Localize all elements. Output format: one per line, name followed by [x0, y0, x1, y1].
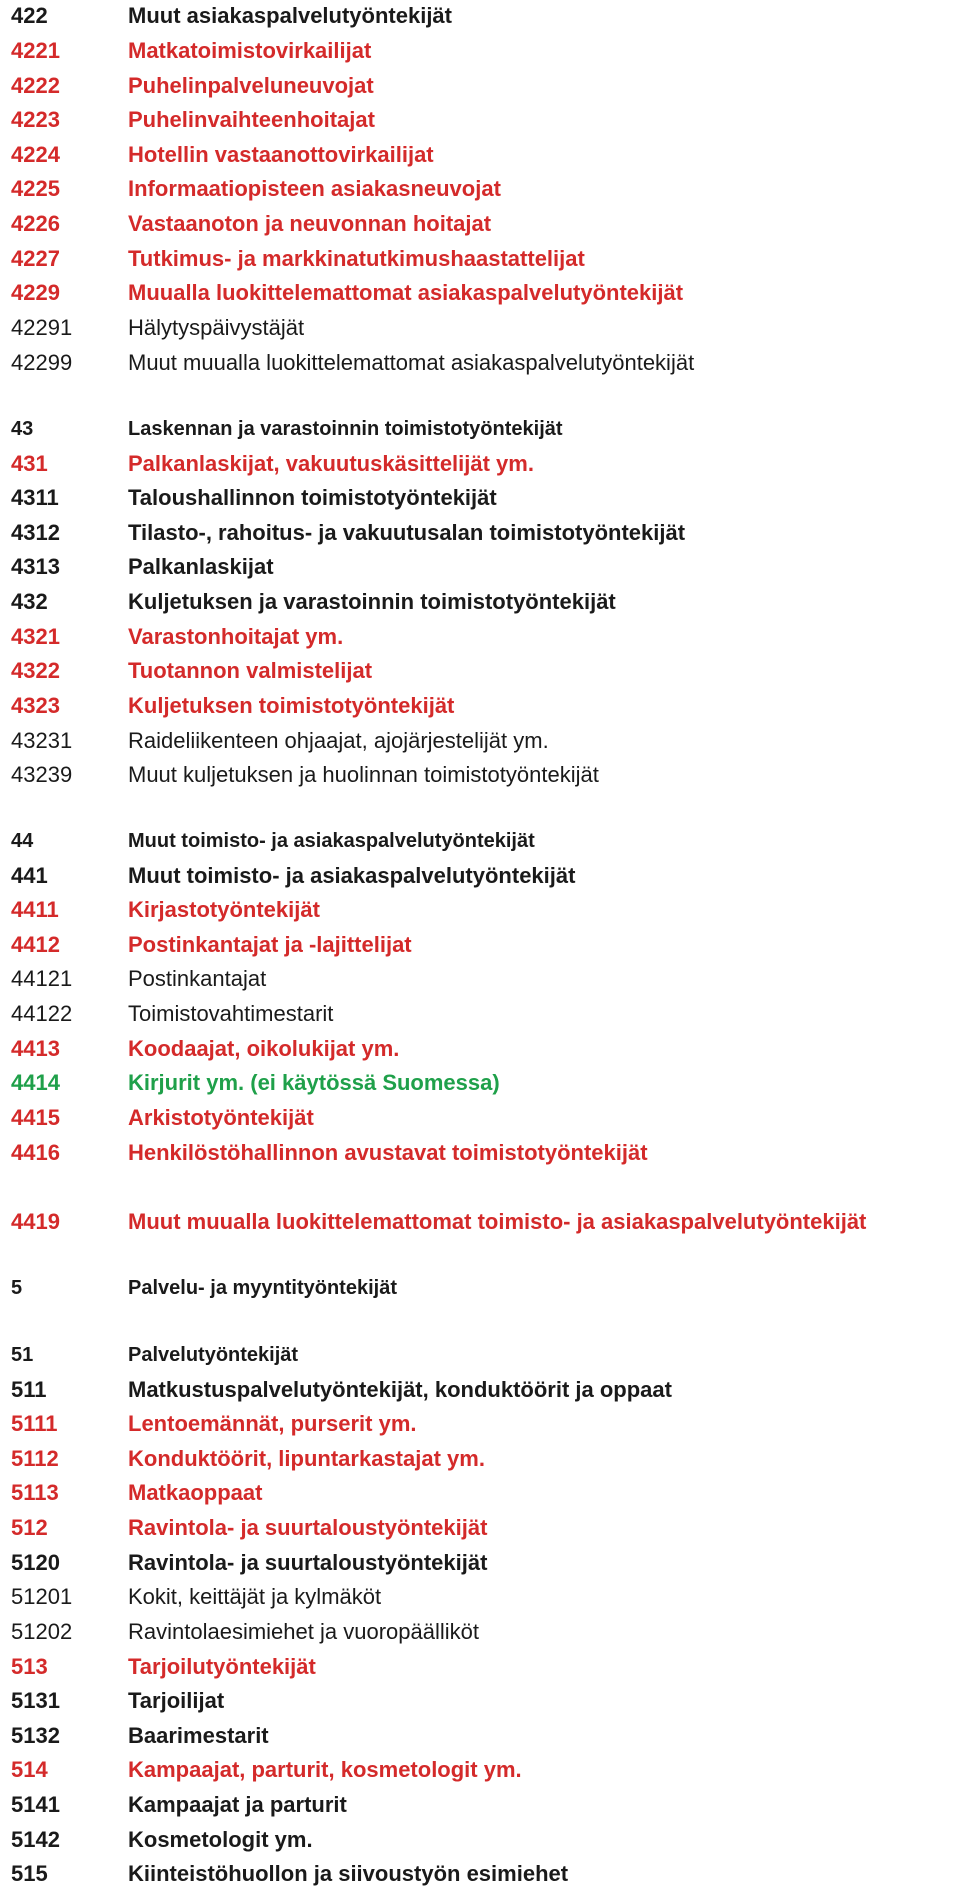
occupation-title: Muut kuljetuksen ja huolinnan toimistotyöntekijät [128, 762, 599, 787]
list-item [0, 824, 960, 858]
list-item [0, 1650, 960, 1684]
occupation-code: 44122 [11, 1001, 73, 1026]
occupation-title: Kokit, keittäjät ja kylmäköt [128, 1584, 382, 1609]
list-item [0, 758, 960, 792]
occupation-code: 4322 [11, 658, 60, 683]
occupation-title: Kuljetuksen ja varastoinnin toimistotyöntekijät [128, 589, 616, 614]
occupation-code: 511 [11, 1377, 47, 1402]
list-item [0, 1788, 960, 1822]
occupation-code: 5 [11, 1277, 23, 1299]
list-item [0, 1823, 960, 1857]
occupation-title: Baarimestarit [128, 1723, 269, 1748]
list-item [0, 311, 960, 345]
list-item [0, 172, 960, 206]
list-item [0, 724, 960, 758]
occupation-code: 5112 [11, 1446, 59, 1471]
list-item [0, 1442, 960, 1476]
occupation-title: Palvelutyöntekijät [128, 1344, 299, 1366]
list-item [0, 962, 960, 996]
occupation-title: Kuljetuksen toimistotyöntekijät [128, 693, 455, 718]
occupation-code: 51201 [11, 1584, 73, 1609]
list-item [0, 1857, 960, 1891]
list-item [0, 585, 960, 619]
occupation-title: Kampaajat ja parturit [128, 1792, 347, 1817]
list-item [0, 1136, 960, 1170]
occupation-title: Tutkimus- ja markkinatutkimushaastattelijat [128, 246, 585, 271]
occupation-code: 4311 [11, 485, 59, 510]
occupation-title: Lentoemännät, purserit ym. [128, 1411, 417, 1436]
occupation-title: Palvelu- ja myyntityöntekijät [128, 1277, 397, 1299]
occupation-code: 51 [11, 1344, 34, 1366]
list-item [0, 550, 960, 584]
occupation-title: Kosmetologit ym. [128, 1827, 313, 1852]
occupation-code: 4414 [11, 1070, 60, 1095]
list-item [0, 516, 960, 550]
list-item [0, 276, 960, 310]
occupation-title: Tilasto-, rahoitus- ja vakuutusalan toimistotyöntekijät [128, 520, 686, 545]
occupation-code: 432 [11, 589, 48, 614]
occupation-code: 514 [11, 1757, 48, 1782]
list-item [0, 1511, 960, 1545]
occupation-title: Kampaajat, parturit, kosmetologit ym. [128, 1757, 522, 1782]
occupation-code: 4227 [11, 246, 60, 271]
occupation-code: 513 [11, 1654, 48, 1679]
occupation-title: Konduktöörit, lipuntarkastajat ym. [128, 1446, 485, 1471]
list-item [0, 412, 960, 446]
list-item [0, 620, 960, 654]
occupation-title: Muut asiakaspalvelutyöntekijät [128, 3, 452, 28]
occupation-title: Vastaanoton ja neuvonnan hoitajat [128, 211, 492, 236]
list-item [0, 69, 960, 103]
list-item [0, 103, 960, 137]
occupation-code: 4223 [11, 107, 60, 132]
list-item [0, 1032, 960, 1066]
occupation-title: Raideliikenteen ohjaajat, ajojärjestelijät ym. [128, 728, 549, 753]
list-item [0, 1373, 960, 1407]
list-item [0, 1271, 960, 1305]
list-item [0, 997, 960, 1031]
occupation-title: Hotellin vastaanottovirkailijat [128, 142, 434, 167]
occupation-code: 431 [11, 451, 48, 476]
list-item [0, 138, 960, 172]
occupation-code: 5113 [11, 1480, 59, 1505]
list-item [0, 1066, 960, 1100]
occupation-title: Tarjoilutyöntekijät [128, 1654, 316, 1679]
occupation-code: 4416 [11, 1140, 60, 1165]
occupation-title: Postinkantajat [128, 966, 267, 991]
list-item [0, 1338, 960, 1372]
occupation-code: 4229 [11, 280, 60, 305]
occupation-title: Matkustuspalvelutyöntekijät, konduktöörit ja oppaat [128, 1377, 672, 1402]
list-item [0, 654, 960, 688]
occupation-title: Kirjastotyöntekijät [128, 897, 320, 922]
occupation-code: 5120 [11, 1550, 60, 1575]
occupation-code: 441 [11, 863, 48, 888]
list-item [0, 1684, 960, 1718]
list-item [0, 447, 960, 481]
occupation-code: 44121 [11, 966, 73, 991]
occupation-code: 515 [11, 1861, 48, 1886]
occupation-title: Laskennan ja varastoinnin toimistotyöntekijät [128, 418, 563, 440]
list-item [0, 1615, 960, 1649]
occupation-code: 43231 [11, 728, 73, 753]
occupation-code: 4225 [11, 176, 60, 201]
occupation-title: Kirjurit ym. (ei käytössä Suomessa) [128, 1070, 500, 1095]
occupation-title: Muut toimisto- ja asiakaspalvelutyöntekijät [128, 863, 576, 888]
occupation-title: Henkilöstöhallinnon avustavat toimistotyöntekijät [128, 1140, 648, 1165]
list-item [0, 893, 960, 927]
occupation-code: 5142 [11, 1827, 60, 1852]
occupation-title: Taloushallinnon toimistotyöntekijät [128, 485, 497, 510]
list-item [0, 1407, 960, 1441]
occupation-code: 4413 [11, 1036, 60, 1061]
list-item [0, 1101, 960, 1135]
occupation-code: 4323 [11, 693, 60, 718]
occupation-title: Informaatiopisteen asiakasneuvojat [128, 176, 501, 201]
occupation-title: Varastonhoitajat ym. [128, 624, 344, 649]
occupation-code: 42291 [11, 315, 73, 340]
occupation-code: 4313 [11, 554, 60, 579]
list-item [0, 242, 960, 276]
occupation-code: 4411 [11, 897, 59, 922]
list-item [0, 1580, 960, 1614]
list-item [0, 1753, 960, 1787]
occupation-code: 4312 [11, 520, 60, 545]
occupation-title: Postinkantajat ja -lajittelijat [128, 932, 412, 957]
list-item [0, 859, 960, 893]
occupation-title: Arkistotyöntekijät [128, 1105, 314, 1130]
occupation-code: 4415 [11, 1105, 60, 1130]
occupation-code: 4224 [11, 142, 60, 167]
occupation-code: 422 [11, 3, 48, 28]
occupation-title: Toimistovahtimestarit [128, 1001, 334, 1026]
occupation-title: Muut toimisto- ja asiakaspalvelutyöntekijät [128, 830, 535, 852]
occupation-title: Koodaajat, oikolukijat ym. [128, 1036, 400, 1061]
list-item [0, 346, 960, 380]
list-item [0, 1205, 960, 1239]
occupation-title: Ravintolaesimiehet ja vuoropäälliköt [128, 1619, 479, 1644]
occupation-code: 5132 [11, 1723, 60, 1748]
occupation-code: 51202 [11, 1619, 73, 1644]
occupation-code: 4321 [11, 624, 60, 649]
occupation-code: 44 [11, 830, 34, 852]
occupation-code: 5111 [11, 1411, 58, 1436]
list-item [0, 34, 960, 68]
occupation-title: Ravintola- ja suurtaloustyöntekijät [128, 1550, 488, 1575]
occupation-code: 43 [11, 418, 34, 440]
occupation-code: 4412 [11, 932, 60, 957]
occupation-title: Puhelinvaihteenhoitajat [128, 107, 375, 132]
list-item [0, 0, 960, 33]
occupation-code: 43239 [11, 762, 73, 787]
occupation-title: Matkaoppaat [128, 1480, 263, 1505]
list-item [0, 207, 960, 241]
list-item [0, 481, 960, 515]
occupation-title: Muut muualla luokittelemattomat toimisto- ja asiakaspalvelutyöntekijät [128, 1209, 867, 1234]
occupation-title: Tarjoilijat [128, 1688, 225, 1713]
occupation-title: Muut muualla luokittelemattomat asiakaspalvelutyöntekijät [128, 350, 695, 375]
occupation-code: 42299 [11, 350, 73, 375]
occupation-title: Muualla luokittelemattomat asiakaspalvelutyöntekijät [128, 280, 684, 305]
list-item [0, 1476, 960, 1510]
occupation-code: 512 [11, 1515, 48, 1540]
occupation-title: Palkanlaskijat [128, 554, 274, 579]
occupation-title: Kiinteistöhuollon ja siivoustyön esimiehet [128, 1861, 569, 1886]
occupation-code: 5131 [11, 1688, 60, 1713]
occupation-title: Puhelinpalveluneuvojat [128, 73, 374, 98]
occupation-code: 4419 [11, 1209, 60, 1234]
occupation-code: 4221 [11, 38, 60, 63]
list-item [0, 1719, 960, 1753]
occupation-title: Hälytyspäivystäjät [128, 315, 305, 340]
occupation-title: Tuotannon valmistelijat [128, 658, 373, 683]
list-item [0, 928, 960, 962]
occupation-title: Ravintola- ja suurtaloustyöntekijät [128, 1515, 488, 1540]
occupation-code: 4226 [11, 211, 60, 236]
list-item [0, 1546, 960, 1580]
occupation-title: Palkanlaskijat, vakuutuskäsittelijät ym. [128, 451, 534, 476]
list-item [0, 689, 960, 723]
occupation-title: Matkatoimistovirkailijat [128, 38, 372, 63]
occupation-code: 4222 [11, 73, 60, 98]
occupation-code: 5141 [11, 1792, 60, 1817]
